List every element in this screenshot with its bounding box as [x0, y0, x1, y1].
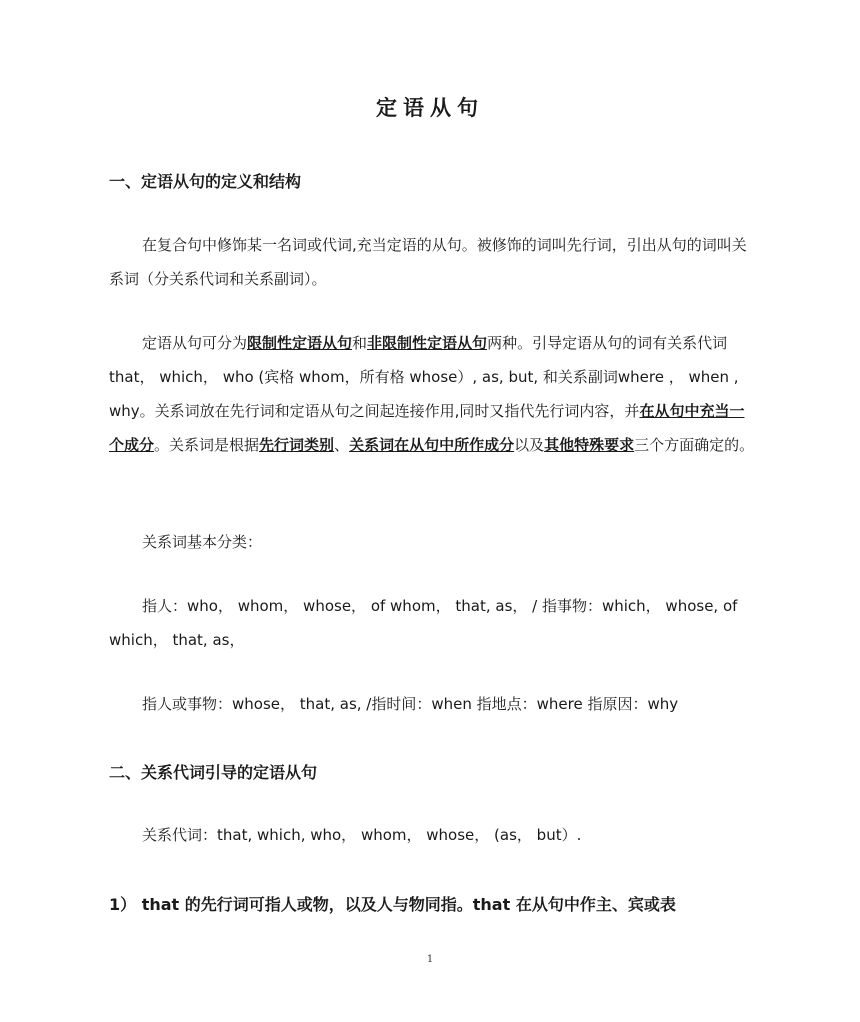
paragraph-definition: 在复合句中修饰某一名词或代词,充当定语的从句。被修饰的词叫先行词，引出从句的词叫关系词（分关系代词和关系副词）。: [109, 236, 747, 288]
emphasis-antecedent-type: 先行词类别: [259, 436, 335, 454]
emphasis-component: 在从句中充当一个成分: [109, 402, 745, 454]
text-span: 定语从句可分为: [142, 334, 248, 352]
text-span: 。关系词是根据: [154, 436, 260, 454]
section-heading-1: 一、定语从句的定义和结构: [109, 172, 302, 191]
subheading-that: 1） that 的先行词可指人或物，以及人与物同指。that 在从句中作主、宾或表: [109, 895, 676, 914]
emphasis-restrictive: 限制性定语从句: [247, 334, 353, 352]
text-span: 三个方面确定的。: [634, 436, 755, 454]
page-number: 1: [426, 954, 434, 965]
text-span: 、: [334, 436, 350, 454]
section-heading-2: 二、关系代词引导的定语从句: [109, 763, 318, 782]
page-title: 定语从句: [376, 96, 484, 120]
paragraph-relative-pronouns: 关系代词：that, which, who， whom， whose， (as， but）.: [142, 826, 582, 844]
paragraph-time-place-reason: 指人或事物：whose， that, as, /指时间：when 指地点：where 指原因：why: [142, 695, 679, 713]
paragraph-person-thing: 指人：who， whom， whose， of whom， that, as， / 指事物：which， whose, of which， that, as，: [109, 597, 738, 649]
emphasis-nonrestrictive: 非限制性定语从句: [367, 334, 488, 352]
text-span: 和: [352, 334, 368, 352]
paragraph-classification: 关系词基本分类：: [142, 533, 263, 551]
emphasis-relative-role: 关系词在从句中所作成分: [349, 436, 515, 454]
text-span: 两种。引导定语从句的词有关系代词 that， which， who (宾格 whom，所有格 whose）, as, but, 和关系副词where ， when , why。关系词放在先行词和定语从句之间起连接作用,同时又指代先行词内容，并: [109, 334, 739, 420]
text-span: 以及: [514, 436, 545, 454]
paragraph-structure: [109, 326, 759, 462]
emphasis-special-requirements: 其他特殊要求: [544, 436, 635, 454]
